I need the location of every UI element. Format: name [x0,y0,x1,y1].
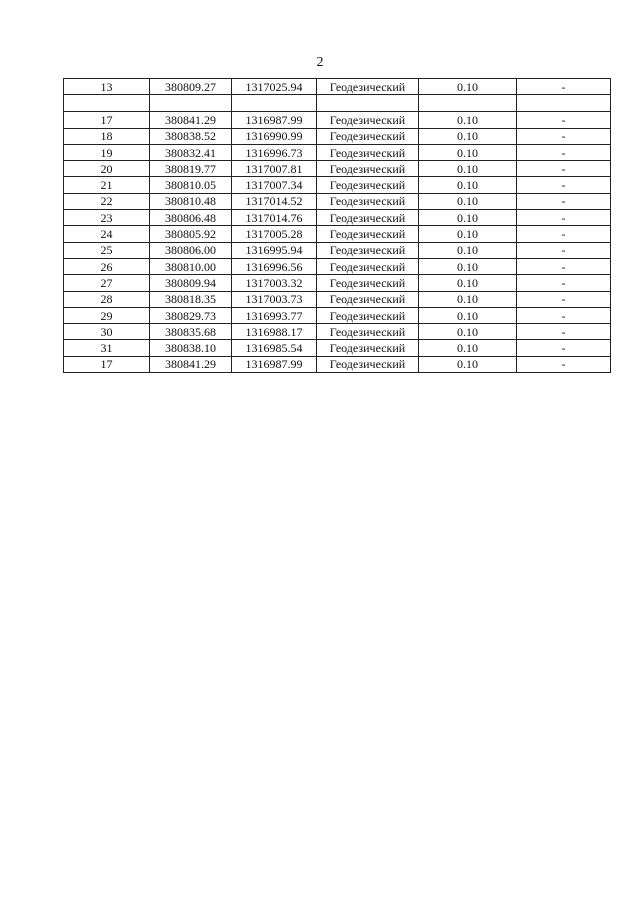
x-coordinate-cell: 380805.92 [150,226,232,242]
method-cell: Геодезический [317,307,419,323]
method-cell: Геодезический [317,324,419,340]
y-coordinate-cell: 1317025.94 [232,79,317,95]
description-cell: - [517,226,611,242]
description-cell: - [517,144,611,160]
table-row-empty [64,95,611,112]
description-cell: - [517,193,611,209]
point-number-cell: 19 [64,144,150,160]
point-number-cell: 24 [64,226,150,242]
accuracy-cell: 0.10 [419,226,517,242]
table-row [64,144,611,160]
description-cell: - [517,161,611,177]
method-cell: Геодезический [317,112,419,128]
description-cell: - [517,128,611,144]
table-row [64,324,611,340]
y-coordinate-cell: 1317007.81 [232,161,317,177]
point-number-cell: 26 [64,258,150,274]
x-coordinate-cell: 380809.94 [150,275,232,291]
description-cell: - [517,177,611,193]
y-coordinate-cell: 1317007.34 [232,177,317,193]
accuracy-cell: 0.10 [419,291,517,307]
table-row [64,112,611,128]
point-number-cell: 28 [64,291,150,307]
point-number-cell [64,95,150,112]
y-coordinate-cell [232,95,317,112]
table-row [64,356,611,372]
accuracy-cell: 0.10 [419,242,517,258]
method-cell [317,95,419,112]
y-coordinate-cell: 1316995.94 [232,242,317,258]
description-cell: - [517,356,611,372]
y-coordinate-cell: 1316990.99 [232,128,317,144]
accuracy-cell: 0.10 [419,258,517,274]
x-coordinate-cell [150,95,232,112]
description-cell: - [517,291,611,307]
description-cell: - [517,258,611,274]
table-row [64,226,611,242]
method-cell: Геодезический [317,340,419,356]
point-number-cell: 17 [64,356,150,372]
x-coordinate-cell: 380841.29 [150,356,232,372]
method-cell: Геодезический [317,242,419,258]
table-row [64,242,611,258]
accuracy-cell: 0.10 [419,193,517,209]
method-cell: Геодезический [317,161,419,177]
accuracy-cell: 0.10 [419,128,517,144]
y-coordinate-cell: 1316987.99 [232,112,317,128]
y-coordinate-cell: 1317003.32 [232,275,317,291]
table-row [64,193,611,209]
description-cell: - [517,340,611,356]
description-cell: - [517,275,611,291]
description-cell: - [517,112,611,128]
method-cell: Геодезический [317,275,419,291]
x-coordinate-cell: 380829.73 [150,307,232,323]
point-number-cell: 22 [64,193,150,209]
point-number-cell: 20 [64,161,150,177]
accuracy-cell: 0.10 [419,79,517,95]
accuracy-cell: 0.10 [419,324,517,340]
description-cell: - [517,79,611,95]
method-cell: Геодезический [317,193,419,209]
accuracy-cell: 0.10 [419,161,517,177]
y-coordinate-cell: 1317014.76 [232,210,317,226]
table-row [64,128,611,144]
accuracy-cell: 0.10 [419,112,517,128]
point-number-cell: 17 [64,112,150,128]
description-cell: - [517,307,611,323]
method-cell: Геодезический [317,128,419,144]
table-row [64,210,611,226]
description-cell: - [517,242,611,258]
method-cell: Геодезический [317,356,419,372]
x-coordinate-cell: 380806.48 [150,210,232,226]
y-coordinate-cell: 1316988.17 [232,324,317,340]
point-number-cell: 18 [64,128,150,144]
accuracy-cell: 0.10 [419,307,517,323]
description-cell: - [517,210,611,226]
method-cell: Геодезический [317,291,419,307]
accuracy-cell: 0.10 [419,356,517,372]
y-coordinate-cell: 1317014.52 [232,193,317,209]
x-coordinate-cell: 380832.41 [150,144,232,160]
method-cell: Геодезический [317,144,419,160]
coordinates-table [63,78,611,373]
accuracy-cell: 0.10 [419,340,517,356]
table-row [64,258,611,274]
accuracy-cell: 0.10 [419,210,517,226]
x-coordinate-cell: 380810.48 [150,193,232,209]
table-row [64,177,611,193]
y-coordinate-cell: 1316987.99 [232,356,317,372]
table-row [64,275,611,291]
table-row [64,79,611,95]
point-number-cell: 23 [64,210,150,226]
y-coordinate-cell: 1316993.77 [232,307,317,323]
point-number-cell: 27 [64,275,150,291]
x-coordinate-cell: 380810.05 [150,177,232,193]
page-number: 2 [316,55,324,70]
y-coordinate-cell: 1316996.73 [232,144,317,160]
method-cell: Геодезический [317,210,419,226]
table-row [64,161,611,177]
method-cell: Геодезический [317,226,419,242]
x-coordinate-cell: 380818.35 [150,291,232,307]
x-coordinate-cell: 380810.00 [150,258,232,274]
description-cell [517,95,611,112]
method-cell: Геодезический [317,79,419,95]
x-coordinate-cell: 380838.52 [150,128,232,144]
x-coordinate-cell: 380835.68 [150,324,232,340]
point-number-cell: 29 [64,307,150,323]
x-coordinate-cell: 380841.29 [150,112,232,128]
table-row [64,291,611,307]
y-coordinate-cell: 1317005.28 [232,226,317,242]
method-cell: Геодезический [317,177,419,193]
accuracy-cell: 0.10 [419,177,517,193]
table-row [64,307,611,323]
point-number-cell: 25 [64,242,150,258]
point-number-cell: 31 [64,340,150,356]
y-coordinate-cell: 1316996.56 [232,258,317,274]
method-cell: Геодезический [317,258,419,274]
point-number-cell: 13 [64,79,150,95]
accuracy-cell: 0.10 [419,275,517,291]
x-coordinate-cell: 380809.27 [150,79,232,95]
point-number-cell: 21 [64,177,150,193]
x-coordinate-cell: 380806.00 [150,242,232,258]
x-coordinate-cell: 380819.77 [150,161,232,177]
accuracy-cell: 0.10 [419,144,517,160]
point-number-cell: 30 [64,324,150,340]
x-coordinate-cell: 380838.10 [150,340,232,356]
y-coordinate-cell: 1316985.54 [232,340,317,356]
y-coordinate-cell: 1317003.73 [232,291,317,307]
description-cell: - [517,324,611,340]
accuracy-cell [419,95,517,112]
table-row [64,340,611,356]
